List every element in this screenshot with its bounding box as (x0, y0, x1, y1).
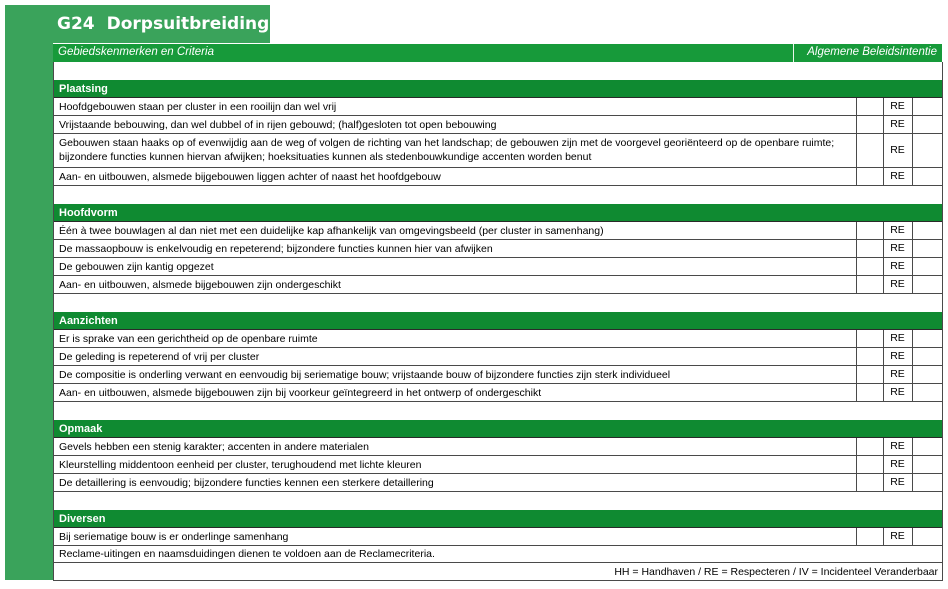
table-row: Er is sprake van een gerichtheid op de openbare ruimte RE (54, 330, 942, 348)
column-header-criteria: Gebiedskenmerken en Criteria (58, 46, 214, 58)
section-header-plaatsing: Plaatsing (54, 80, 942, 98)
table-row: De massaopbouw is enkelvoudig en repeterend; bijzondere functies kunnen hier van afwijken RE (54, 240, 942, 258)
policy-value: RE (890, 170, 905, 182)
table-row: Hoofdgebouwen staan per cluster in een rooilijn dan wel vrij RE (54, 98, 942, 116)
legend: HH = Handhaven / RE = Respecteren / IV = Incidenteel Veranderbaar (614, 566, 938, 578)
section-header-hoofdvorm: Hoofdvorm (54, 204, 942, 222)
policy-value: RE (890, 386, 905, 398)
legend-row (54, 563, 942, 580)
policy-value: RE (890, 242, 905, 254)
section-header-opmaak: Opmaak (54, 420, 942, 438)
policy-value: RE (890, 476, 905, 488)
table-row: De compositie is onderling verwant en eenvoudig bij seriematige bouw; vrijstaande bouw of bijzondere functies zijn sterk individueel RE (54, 366, 942, 384)
policy-value: RE (890, 144, 905, 156)
table-row: De geleding is repeterend of vrij per cluster RE (54, 348, 942, 366)
table-row: Aan- en uitbouwen, alsmede bijgebouwen zijn ondergeschikt RE (54, 276, 942, 294)
left-accent-bar (5, 5, 53, 580)
table-row: Vrijstaande bebouwing, dan wel dubbel of in rijen gebouwd; (half)gesloten tot open bebouwing RE (54, 116, 942, 134)
table-row: Gebouwen staan haaks op of evenwijdig aan de weg of volgen de richting van het landschap; de gebouwen zijn met de voorgevel georiënteerd op de openbare ruimte; bijzondere functies kunnen hiervan afwijken; hoeksituaties kunnen als stedenbouwkundige accenten worden benut RE (54, 134, 942, 168)
table-row: Gevels hebben een stenig karakter; accenten in andere materialen RE (54, 438, 942, 456)
policy-value: RE (890, 530, 905, 542)
criteria-table (53, 62, 943, 581)
table-row: Aan- en uitbouwen, alsmede bijgebouwen zijn bij voorkeur geïntegreerd in het ontwerp of ondergeschikt RE (54, 384, 942, 402)
area-code: G24 (57, 14, 95, 34)
table-row: De gebouwen zijn kantig opgezet RE (54, 258, 942, 276)
policy-value: RE (890, 458, 905, 470)
policy-value: RE (890, 118, 905, 130)
column-header-divider (793, 44, 794, 62)
table-row: Kleurstelling middentoon eenheid per cluster, terughoudend met lichte kleuren RE (54, 456, 942, 474)
section-header-aanzichten: Aanzichten (54, 312, 942, 330)
policy-value: RE (890, 368, 905, 380)
footnote-row (54, 546, 942, 563)
footnote: Reclame-uitingen en naamsduidingen dienen te voldoen aan de Reclamecriteria. (59, 548, 435, 560)
table-row: Bij seriematige bouw is er onderlinge samenhang RE (54, 528, 942, 546)
policy-value: RE (890, 260, 905, 272)
column-header-intent: Algemene Beleidsintentie (807, 46, 937, 58)
table-row: De detaillering is eenvoudig; bijzondere functies kennen een sterkere detaillering RE (54, 474, 942, 492)
column-header-bar (53, 44, 942, 62)
page-title: Dorpsuitbreiding (106, 14, 270, 34)
table-row: Één à twee bouwlagen al dan niet met een duidelijke kap afhankelijk van omgevingsbeeld (per cluster in samenhang) RE (54, 222, 942, 240)
table-row: Aan- en uitbouwen, alsmede bijgebouwen liggen achter of naast het hoofdgebouw RE (54, 168, 942, 186)
section-header-diversen: Diversen (54, 510, 942, 528)
policy-value: RE (890, 332, 905, 344)
policy-value: RE (890, 350, 905, 362)
policy-value: RE (890, 224, 905, 236)
policy-value: RE (890, 278, 905, 290)
policy-value: RE (890, 100, 905, 112)
policy-value: RE (890, 440, 905, 452)
title-tab (5, 5, 270, 43)
